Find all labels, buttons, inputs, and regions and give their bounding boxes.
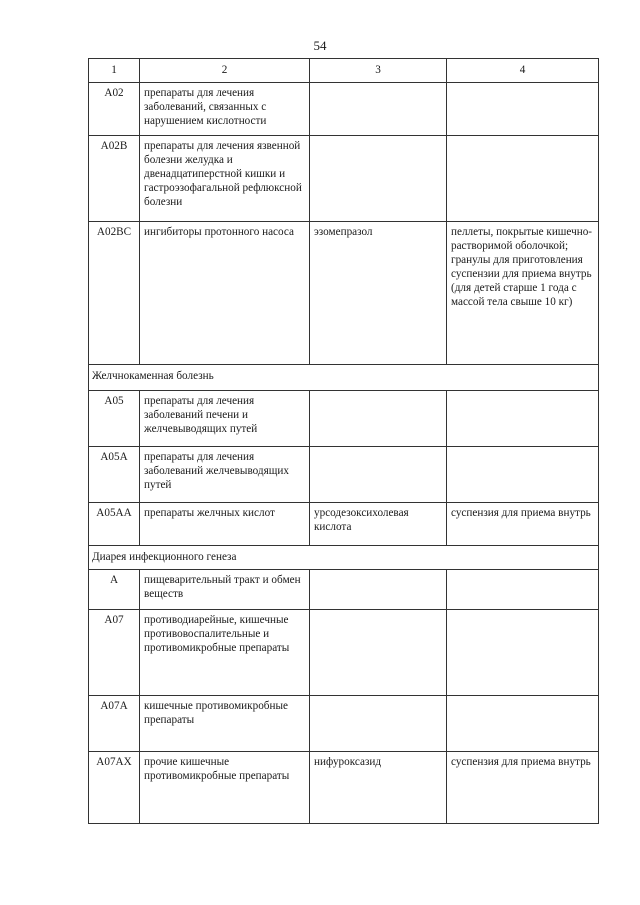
drug-name-cell: урсодезоксихолевая кислота: [310, 503, 447, 546]
drug-name-cell: эзомепразол: [310, 222, 447, 365]
table-row: [89, 83, 599, 136]
drug-name-cell: нифуроксазид: [310, 752, 447, 824]
dosage-form-cell: [447, 391, 599, 447]
section-heading-row: [89, 546, 599, 570]
section-heading-row: [89, 365, 599, 391]
group-name-cell: препараты для лечения язвенной болезни желудка и двенадцатиперстной кишки и гастроэзофагальной рефлюксной болезни: [140, 136, 310, 222]
table-row: [89, 447, 599, 503]
group-name-cell: кишечные противомикробные препараты: [140, 696, 310, 752]
group-name-cell: препараты для лечения заболеваний желчевыводящих путей: [140, 447, 310, 503]
atc-code-cell: A07AX: [89, 752, 140, 824]
column-header: 2: [140, 59, 310, 83]
atc-code-cell: A05: [89, 391, 140, 447]
atc-code-cell: A02B: [89, 136, 140, 222]
column-header: 3: [310, 59, 447, 83]
table-row: [89, 503, 599, 546]
drug-name-cell: [310, 391, 447, 447]
table-header-row: [89, 59, 599, 83]
group-name-cell: препараты желчных кислот: [140, 503, 310, 546]
table-row: [89, 222, 599, 365]
section-heading: Желчнокаменная болезнь: [89, 365, 599, 391]
table-row: [89, 391, 599, 447]
atc-code-cell: A07A: [89, 696, 140, 752]
dosage-form-cell: [447, 696, 599, 752]
atc-code-cell: A05A: [89, 447, 140, 503]
dosage-form-cell: [447, 610, 599, 696]
dosage-form-cell: [447, 570, 599, 610]
dosage-form-cell: [447, 83, 599, 136]
group-name-cell: ингибиторы протонного насоса: [140, 222, 310, 365]
drug-name-cell: [310, 83, 447, 136]
atc-code-cell: A: [89, 570, 140, 610]
section-heading: Диарея инфекционного генеза: [89, 546, 599, 570]
drug-table: [88, 58, 599, 824]
page-number: 54: [313, 38, 327, 53]
table-row: [89, 570, 599, 610]
group-name-cell: препараты для лечения заболеваний печени и желчевыводящих путей: [140, 391, 310, 447]
table-row: [89, 752, 599, 824]
group-name-cell: препараты для лечения заболеваний, связанных с нарушением кислотности: [140, 83, 310, 136]
group-name-cell: прочие кишечные противомикробные препараты: [140, 752, 310, 824]
atc-code-cell: A07: [89, 610, 140, 696]
drug-name-cell: [310, 447, 447, 503]
drug-name-cell: [310, 610, 447, 696]
atc-code-cell: A02BC: [89, 222, 140, 365]
atc-code-cell: A05AA: [89, 503, 140, 546]
drug-name-cell: [310, 136, 447, 222]
drug-name-cell: [310, 696, 447, 752]
group-name-cell: пищеварительный тракт и обмен веществ: [140, 570, 310, 610]
dosage-form-cell: пеллеты, покрытые кишечно-растворимой оболочкой; гранулы для приготовления суспензии для приема внутрь (для детей старше 1 года с массой тела свыше 10 кг): [447, 222, 599, 365]
dosage-form-cell: суспензия для приема внутрь: [447, 752, 599, 824]
group-name-cell: противодиарейные, кишечные противовоспалительные и противомикробные препараты: [140, 610, 310, 696]
table-row: [89, 696, 599, 752]
drug-name-cell: [310, 570, 447, 610]
dosage-form-cell: [447, 136, 599, 222]
dosage-form-cell: суспензия для приема внутрь: [447, 503, 599, 546]
column-header: 1: [89, 59, 140, 83]
table-row: [89, 136, 599, 222]
atc-code-cell: A02: [89, 83, 140, 136]
table-row: [89, 610, 599, 696]
column-header: 4: [447, 59, 599, 83]
dosage-form-cell: [447, 447, 599, 503]
